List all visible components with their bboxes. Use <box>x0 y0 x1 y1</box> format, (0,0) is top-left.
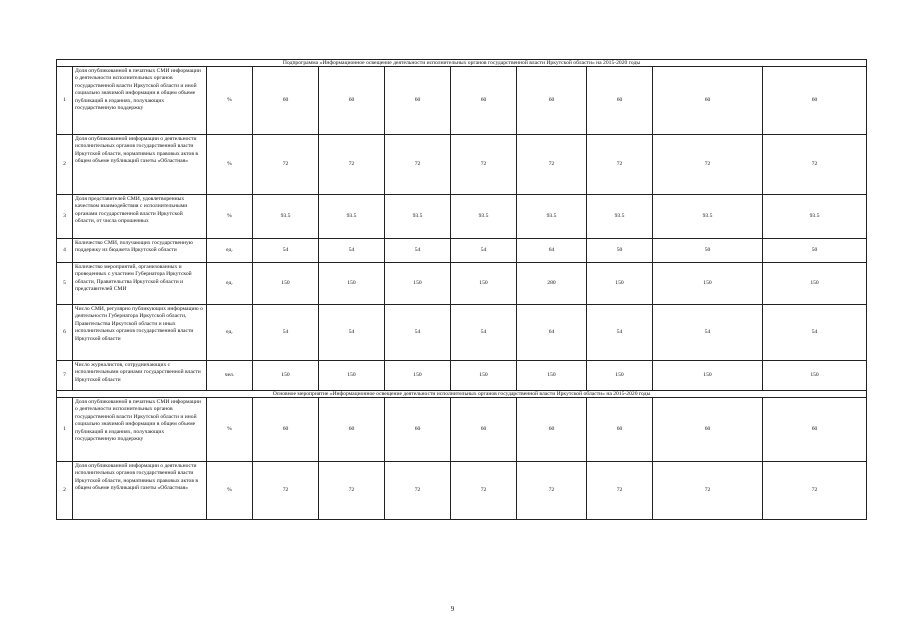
value-cell: 72 <box>253 135 319 195</box>
indicator-name: Доля опубликованной в печатных СМИ информации о деятельности исполнительных органов государственной власти Иркутской области и иной социально значимой информации в общем объеме публикаций в изданиях, получающих государственную поддержку <box>73 398 207 462</box>
table-row <box>57 462 867 520</box>
value-cell: 60 <box>653 67 763 135</box>
value-cell: 93.5 <box>587 195 653 239</box>
value-cell: 150 <box>653 263 763 305</box>
value-cell: 60 <box>763 67 867 135</box>
value-cell: 93.5 <box>763 195 867 239</box>
indicator-name: Количество СМИ, получающих государственную поддержку из бюджета Иркутской области <box>73 239 207 263</box>
value-cell: 150 <box>763 361 867 391</box>
value-cell: 150 <box>253 263 319 305</box>
value-cell: 64 <box>517 239 587 263</box>
value-cell: 60 <box>319 67 385 135</box>
indicator-name: Доля опубликованной в печатных СМИ информации о деятельности исполнительных органов государственной власти Иркутской области и иной социально значимой информации в общем объеме публикаций в изданиях, получающих государственную поддержку <box>73 67 207 135</box>
value-cell: 93.5 <box>253 195 319 239</box>
value-cell: 72 <box>653 462 763 520</box>
value-cell: 72 <box>451 135 517 195</box>
section-header-row <box>57 60 867 67</box>
table-row <box>57 398 867 462</box>
unit-cell: % <box>207 67 253 135</box>
value-cell: 60 <box>587 67 653 135</box>
row-number: 1 <box>57 398 73 462</box>
value-cell: 54 <box>253 305 319 361</box>
value-cell: 93.5 <box>517 195 587 239</box>
row-number: 2 <box>57 462 73 520</box>
indicator-name: Доля опубликованной информации о деятельности исполнительных органов государственной власти Иркутской области, нормативных правовых актов в общем объеме публикаций газеты «Областная» <box>73 462 207 520</box>
value-cell: 150 <box>653 361 763 391</box>
row-number: 6 <box>57 305 73 361</box>
value-cell: 60 <box>653 398 763 462</box>
value-cell: 72 <box>253 462 319 520</box>
value-cell: 150 <box>253 361 319 391</box>
value-cell: 50 <box>587 239 653 263</box>
value-cell: 54 <box>319 239 385 263</box>
value-cell: 60 <box>253 67 319 135</box>
value-cell: 72 <box>319 462 385 520</box>
value-cell: 54 <box>451 305 517 361</box>
value-cell: 50 <box>763 239 867 263</box>
value-cell: 93.5 <box>653 195 763 239</box>
indicator-name: Число журналистов, сотрудничающих с исполнительными органами государственной власти Иркутской области <box>73 361 207 391</box>
value-cell: 60 <box>587 398 653 462</box>
unit-cell: ед. <box>207 239 253 263</box>
section-header-row <box>57 391 867 398</box>
value-cell: 150 <box>319 361 385 391</box>
value-cell: 60 <box>451 67 517 135</box>
value-cell: 60 <box>385 67 451 135</box>
table-row <box>57 195 867 239</box>
row-number: 2 <box>57 135 73 195</box>
value-cell: 72 <box>763 462 867 520</box>
indicator-table <box>56 59 867 520</box>
value-cell: 280 <box>517 263 587 305</box>
value-cell: 72 <box>385 462 451 520</box>
value-cell: 150 <box>587 361 653 391</box>
value-cell: 72 <box>587 135 653 195</box>
indicator-table-sheet <box>56 59 866 520</box>
value-cell: 54 <box>587 305 653 361</box>
section-title: Подпрограмма «Информационное освещение деятельности исполнительных органов государственной власти Иркутской области» на 2015-2020 годы <box>57 60 867 67</box>
value-cell: 72 <box>587 462 653 520</box>
indicator-name: Доля представителей СМИ, удовлетворенных качеством взаимодействия с исполнительными органами государственной власти Иркутской области, от числа опрошенных <box>73 195 207 239</box>
table-row <box>57 263 867 305</box>
value-cell: 93.5 <box>319 195 385 239</box>
unit-cell: % <box>207 398 253 462</box>
section-title: Основное мероприятие «Информационное освещение деятельности исполнительных органов государственной власти Иркутской области» на 2015-2020 годы <box>57 391 867 398</box>
table-row <box>57 239 867 263</box>
value-cell: 72 <box>385 135 451 195</box>
value-cell: 72 <box>763 135 867 195</box>
value-cell: 150 <box>385 361 451 391</box>
value-cell: 150 <box>587 263 653 305</box>
value-cell: 60 <box>451 398 517 462</box>
value-cell: 54 <box>385 305 451 361</box>
value-cell: 72 <box>653 135 763 195</box>
value-cell: 54 <box>451 239 517 263</box>
row-number: 4 <box>57 239 73 263</box>
value-cell: 93.5 <box>385 195 451 239</box>
value-cell: 50 <box>653 239 763 263</box>
table-row <box>57 67 867 135</box>
value-cell: 60 <box>319 398 385 462</box>
unit-cell: % <box>207 195 253 239</box>
value-cell: 60 <box>253 398 319 462</box>
page-number: 9 <box>450 605 455 613</box>
value-cell: 60 <box>517 67 587 135</box>
value-cell: 150 <box>451 263 517 305</box>
value-cell: 72 <box>517 135 587 195</box>
row-number: 5 <box>57 263 73 305</box>
value-cell: 60 <box>385 398 451 462</box>
table-row <box>57 305 867 361</box>
value-cell: 150 <box>385 263 451 305</box>
value-cell: 72 <box>451 462 517 520</box>
value-cell: 54 <box>319 305 385 361</box>
unit-cell: % <box>207 135 253 195</box>
value-cell: 54 <box>385 239 451 263</box>
indicator-name: Доля опубликованной информации о деятельности исполнительных органов государственной власти Иркутской области, нормативных правовых актов в общем объеме публикаций газеты «Областная» <box>73 135 207 195</box>
unit-cell: ед. <box>207 305 253 361</box>
value-cell: 54 <box>253 239 319 263</box>
value-cell: 150 <box>319 263 385 305</box>
value-cell: 60 <box>517 398 587 462</box>
table-row <box>57 361 867 391</box>
row-number: 1 <box>57 67 73 135</box>
table-row <box>57 135 867 195</box>
value-cell: 54 <box>763 305 867 361</box>
value-cell: 150 <box>517 361 587 391</box>
unit-cell: % <box>207 462 253 520</box>
value-cell: 150 <box>451 361 517 391</box>
value-cell: 54 <box>653 305 763 361</box>
indicator-table-body <box>57 60 867 520</box>
value-cell: 60 <box>763 398 867 462</box>
row-number: 3 <box>57 195 73 239</box>
unit-cell: ед. <box>207 263 253 305</box>
value-cell: 93.5 <box>451 195 517 239</box>
value-cell: 72 <box>319 135 385 195</box>
indicator-name: Число СМИ, регулярно публикующих информацию о деятельности Губернатора Иркутской области, Правительства Иркутской области и иных исполнительных органов государственной власти Иркутской области <box>73 305 207 361</box>
indicator-name: Количество мероприятий, организованных и проведенных с участием Губернатора Иркутской области, Правительства Иркутской области и представителей СМИ <box>73 263 207 305</box>
value-cell: 72 <box>517 462 587 520</box>
unit-cell: чел. <box>207 361 253 391</box>
value-cell: 150 <box>763 263 867 305</box>
row-number: 7 <box>57 361 73 391</box>
value-cell: 64 <box>517 305 587 361</box>
